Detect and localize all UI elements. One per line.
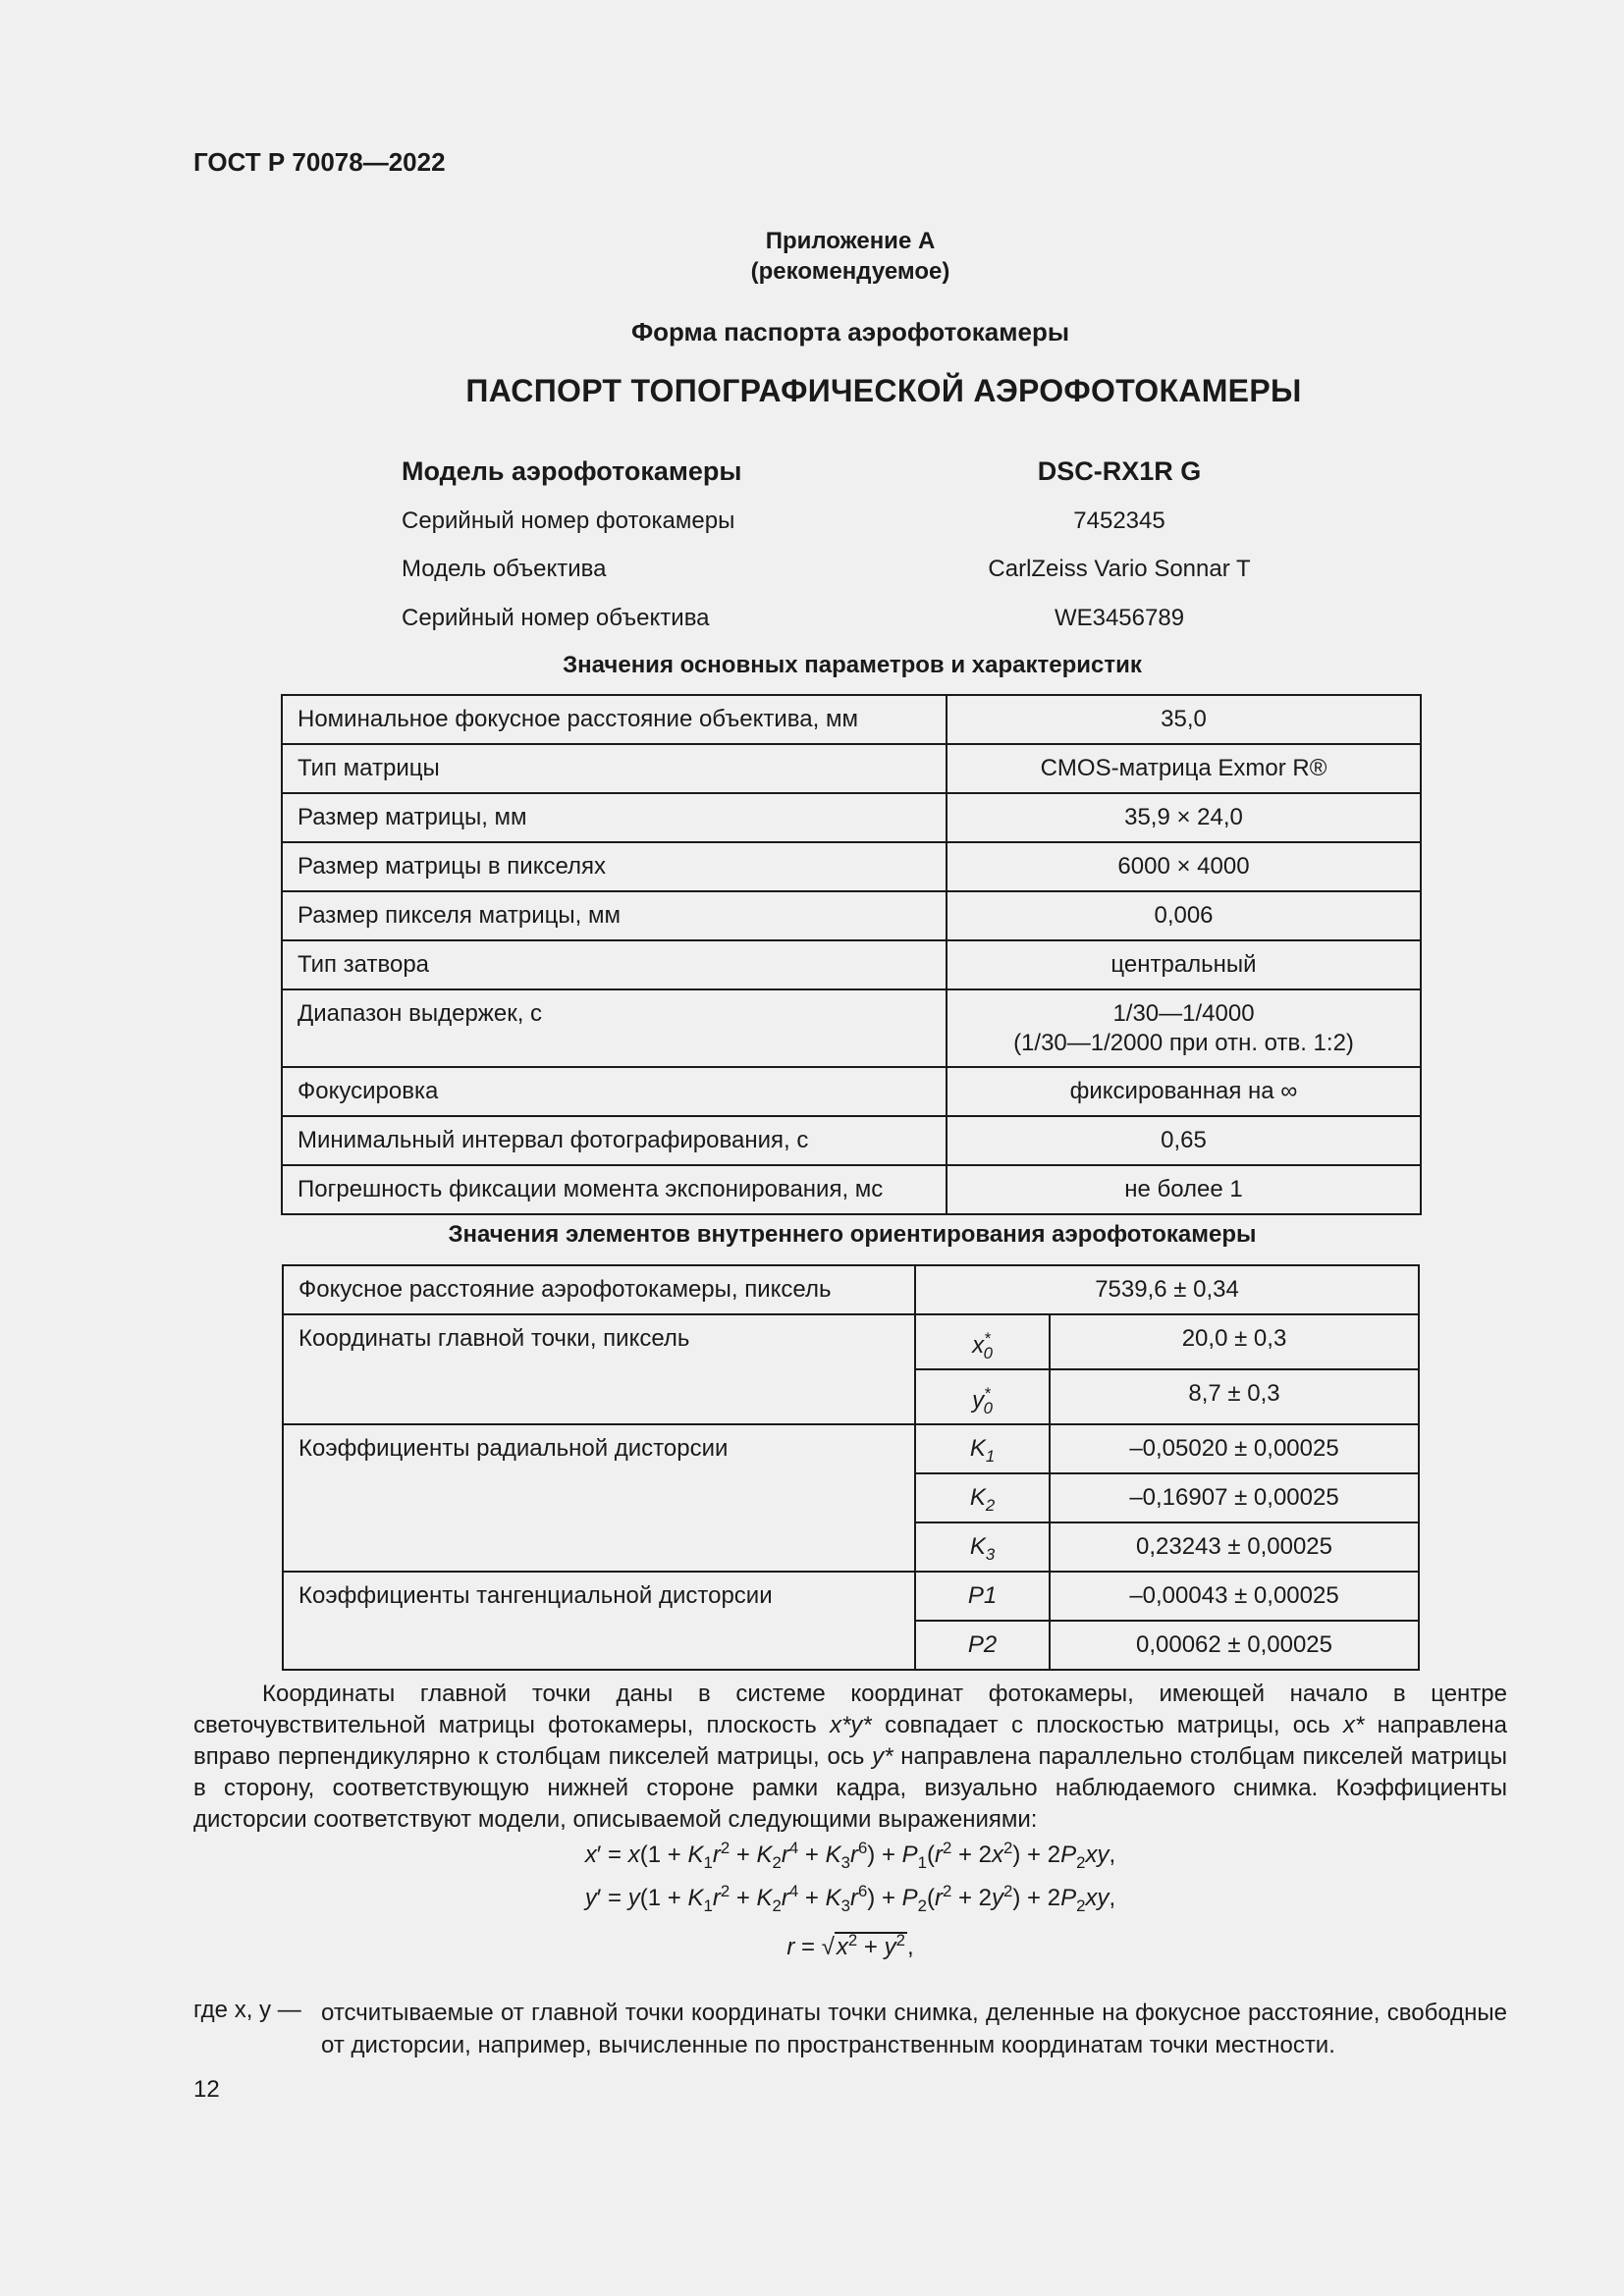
value-cell [947,989,1421,1067]
table-row [283,1314,1419,1369]
form-title: Форма паспорта аэрофотокамеры [630,317,1070,347]
symbol-cell: P1 [915,1572,1050,1621]
camera-model-value: DSC-RX1R G [1037,456,1202,486]
param-cell: Фокусировка [282,1067,947,1116]
table-row [283,1572,1419,1621]
symbol-cell: P2 [915,1621,1050,1670]
value-cell: 7539,6 ± 0,34 [915,1265,1419,1314]
value-cell: 6000 × 4000 [947,842,1421,891]
table-row [282,1116,1421,1165]
param-cell: Коэффициенты тангенциальной дисторсии [283,1572,915,1670]
table-row [282,989,1421,1067]
annex-subtitle: (рекомендуемое) [750,258,950,285]
param-cell: Погрешность фиксации момента экспонирования, мс [282,1165,947,1214]
param-cell: Размер пикселя матрицы, мм [282,891,947,940]
table-row [282,1067,1421,1116]
value-cell: 20,0 ± 0,3 [1050,1314,1419,1369]
symbol-cell: $y^*_0$ [915,1369,1050,1424]
symbol-cell: $K_2$ [915,1473,1050,1522]
value-cell: 0,23243 ± 0,00025 [1050,1522,1419,1572]
formula-x: $x' = x(1 + K_1r^2 + K_2r^4 + K_3r^6) + P_1(r^2 + 2x^2) + 2P_2xy$, [584,1839,1116,1872]
param-cell: Фокусное расстояние аэрофотокамеры, пиксель [283,1265,915,1314]
value-cell: 35,0 [947,695,1421,744]
param-cell: Номинальное фокусное расстояние объектива, мм [282,695,947,744]
value-cell: 0,006 [947,891,1421,940]
annex-title: Приложение А [765,228,936,254]
symbol-cell: $x^*_0$ [915,1314,1050,1369]
table-row [283,1265,1419,1314]
page-number: 12 [193,2076,220,2103]
camera-serial-value: 7452345 [1073,507,1165,534]
value-line-1: 1/30—1/4000 [1112,1000,1255,1027]
table-row [283,1424,1419,1473]
lens-model-label: Модель объектива [402,556,607,582]
value-cell: –0,05020 ± 0,00025 [1050,1424,1419,1473]
value-cell: –0,16907 ± 0,00025 [1050,1473,1419,1522]
value-cell: не более 1 [947,1165,1421,1214]
main-table-caption: Значения основных параметров и характеристик [563,652,1142,678]
value-cell: 8,7 ± 0,3 [1050,1369,1419,1424]
table-row [282,940,1421,989]
camera-model-label: Модель аэрофотокамеры [402,456,742,486]
lens-serial-label: Серийный номер объектива [402,605,710,631]
param-cell: Диапазон выдержек, с [282,989,947,1067]
value-cell: CMOS-матрица Exmor R® [947,744,1421,793]
param-cell: Коэффициенты радиальной дисторсии [283,1424,915,1572]
value-line-2: (1/30—1/2000 при отн. отв. 1:2) [1013,1030,1354,1056]
formula-r: $r = √x^2 + y^2$, [786,1931,914,1960]
symbol-cell: $K_3$ [915,1522,1050,1572]
table-row [282,1165,1421,1214]
param-cell: Размер матрицы в пикселях [282,842,947,891]
table-row [282,744,1421,793]
param-cell: Размер матрицы, мм [282,793,947,842]
value-cell: 35,9 × 24,0 [947,793,1421,842]
table-row [282,842,1421,891]
inner-table-caption: Значения элементов внутреннего ориентирования аэрофотокамеры [448,1221,1257,1248]
main-parameters-table [281,694,1422,1215]
lens-model-value: CarlZeiss Vario Sonnar T [988,556,1251,582]
where-term: где x, y — [193,1997,301,2023]
param-cell: Минимальный интервал фотографирования, с [282,1116,947,1165]
table-row [282,793,1421,842]
symbol-cell: $K_1$ [915,1424,1050,1473]
document-code: ГОСТ Р 70078—2022 [193,147,446,177]
lens-serial-value: WE3456789 [1054,605,1185,631]
value-cell: 0,00062 ± 0,00025 [1050,1621,1419,1670]
param-cell: Тип затвора [282,940,947,989]
formula-y: $y' = y(1 + K_1r^2 + K_2r^4 + K_3r^6) + P_2(r^2 + 2y^2) + 2P_2xy$, [584,1882,1116,1915]
passport-title: ПАСПОРТ ТОПОГРАФИЧЕСКОЙ АЭРОФОТОКАМЕРЫ [465,373,1302,408]
value-cell: фиксированная на ∞ [947,1067,1421,1116]
camera-serial-label: Серийный номер фотокамеры [402,507,735,534]
value-cell: 0,65 [947,1116,1421,1165]
table-row [282,695,1421,744]
value-cell: –0,00043 ± 0,00025 [1050,1572,1419,1621]
value-cell: центральный [947,940,1421,989]
param-cell: Координаты главной точки, пиксель [283,1314,915,1424]
table-row [282,891,1421,940]
param-cell: Тип матрицы [282,744,947,793]
where-definition: отсчитываемые от главной точки координаты точки снимка, деленные на фокусное расстояние, свободные от дисторсии, например, вычисленные по пространственным координатам точки местности. [321,2000,1507,2058]
explanation-paragraph: Координаты главной точки даны в системе координат фотокамеры, имеющей начало в центре светочувствительной матрицы фотокамеры, плоскость x*y* совпадает с плоскостью матрицы, ось x* направлена вправо перпендикулярно к столбцам пикселей матрицы, ось y* направлена параллельно столбцам пикселей матрицы в сторону, соответствующую нижней стороне рамки кадра, визуально наблюдаемого снимка. Коэффициенты дисторсии соответствуют модели, описываемой следующими выражениями: [193,1681,1508,1833]
annex-heading [0,226,1624,287]
inner-orientation-table [282,1264,1420,1671]
